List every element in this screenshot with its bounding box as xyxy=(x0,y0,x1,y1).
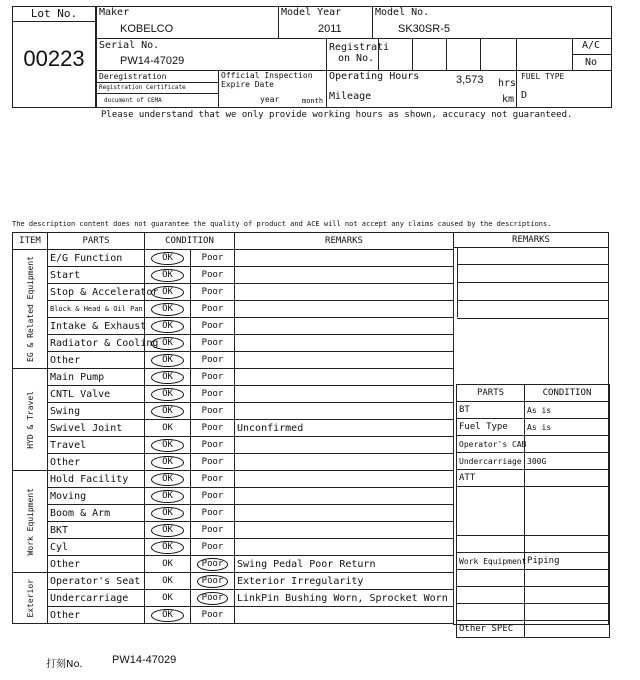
serial-value: PW14-47029 xyxy=(120,55,185,67)
right-part-name: Undercarriage xyxy=(457,453,525,470)
remark-cell xyxy=(235,318,454,335)
remark-cell xyxy=(235,250,454,267)
ok-circled: OK xyxy=(151,320,184,333)
dereg-label: Deregistration xyxy=(99,72,167,81)
ok-cell xyxy=(145,437,191,454)
ok-option: OK xyxy=(162,559,173,569)
hours-notice: Please understand that we only provide working hours as shown, accuracy not guaranteed. xyxy=(101,110,573,120)
ok-circled: OK xyxy=(151,371,184,384)
poor-cell xyxy=(191,556,235,573)
poor-cell xyxy=(191,403,235,420)
table-row xyxy=(13,284,454,301)
poor-cell xyxy=(191,488,235,505)
mileage-label: Mileage xyxy=(329,91,372,102)
stamp-value: PW14-47029 xyxy=(112,654,177,666)
part-name: Moving xyxy=(48,488,145,505)
table-row xyxy=(13,505,454,522)
item-group-label: Work Equipment xyxy=(13,471,48,573)
right-part-condition xyxy=(525,470,610,487)
right-part-name: ATT xyxy=(457,470,525,487)
poor-option: Poor xyxy=(201,372,224,382)
part-name: CNTL Valve xyxy=(48,386,145,403)
poor-cell xyxy=(191,539,235,556)
ok-circled: OK xyxy=(151,439,184,452)
poor-option: Poor xyxy=(201,304,224,314)
remark-cell xyxy=(235,437,454,454)
table-row xyxy=(13,522,454,539)
poor-cell xyxy=(191,369,235,386)
right-parts-row xyxy=(457,419,610,436)
ok-circled: OK xyxy=(151,541,184,554)
poor-option: Poor xyxy=(201,389,224,399)
part-name: Intake & Exhaust xyxy=(48,318,145,335)
op-hours-label: Operating Hours xyxy=(329,71,420,82)
table-row xyxy=(13,437,454,454)
ok-circled: OK xyxy=(151,337,184,350)
poor-cell xyxy=(191,335,235,352)
right-part-name: Operator's CAB xyxy=(457,436,525,453)
model-no-label: Model No. xyxy=(375,7,430,18)
right-parts-row xyxy=(457,453,610,470)
poor-option: Poor xyxy=(201,610,224,620)
right-condition-header: CONDITION xyxy=(525,385,610,402)
parts-header: PARTS xyxy=(48,233,145,250)
ok-circled: OK xyxy=(151,303,184,316)
table-row xyxy=(13,318,454,335)
inspection-label-2: Expire Date xyxy=(221,80,274,89)
ok-circled: OK xyxy=(151,473,184,486)
model-year-value: 2011 xyxy=(318,23,342,35)
hrs-unit: hrs xyxy=(498,78,517,89)
poor-option: Poor xyxy=(201,491,224,501)
ok-cell xyxy=(145,590,191,607)
ok-circled: OK xyxy=(151,269,184,282)
poor-cell xyxy=(191,607,235,624)
ok-circled: OK xyxy=(151,524,184,537)
poor-cell xyxy=(191,454,235,471)
part-name: Other xyxy=(48,352,145,369)
condition-header: CONDITION xyxy=(145,233,235,250)
ok-circled: OK xyxy=(151,507,184,520)
poor-cell xyxy=(191,267,235,284)
part-name: Travel xyxy=(48,437,145,454)
table-row xyxy=(13,369,454,386)
table-row xyxy=(13,539,454,556)
remark-cell xyxy=(235,267,454,284)
ok-circled: OK xyxy=(151,354,184,367)
km-unit: km xyxy=(502,94,515,105)
remarks-header: REMARKS xyxy=(235,233,454,250)
right-part-condition: 300G xyxy=(525,453,610,470)
ok-circled: OK xyxy=(151,609,184,622)
remark-cell xyxy=(235,454,454,471)
ok-cell xyxy=(145,573,191,590)
ok-option: OK xyxy=(162,576,173,586)
ok-circled: OK xyxy=(151,490,184,503)
ok-circled: OK xyxy=(151,252,184,265)
table-row xyxy=(13,267,454,284)
ok-cell xyxy=(145,420,191,437)
poor-option: Poor xyxy=(201,508,224,518)
table-row xyxy=(13,607,454,624)
model-year-label: Model Year xyxy=(281,7,342,18)
ok-cell xyxy=(145,369,191,386)
maker-value: KOBELCO xyxy=(120,23,174,35)
remark-cell xyxy=(235,488,454,505)
part-name: Undercarriage xyxy=(48,590,145,607)
inspection-label: Official Inspection xyxy=(221,71,313,80)
ok-circled: OK xyxy=(151,456,184,469)
poor-cell xyxy=(191,250,235,267)
poor-cell xyxy=(191,352,235,369)
table-row xyxy=(13,488,454,505)
right-part-name: Fuel Type xyxy=(457,419,525,436)
poor-option: Poor xyxy=(201,542,224,552)
stamp-label: 打刻No. xyxy=(46,659,83,670)
remark-cell xyxy=(235,539,454,556)
part-name: Swing xyxy=(48,403,145,420)
poor-circled: Poor xyxy=(197,558,229,571)
lot-number: 00223 xyxy=(23,46,85,71)
poor-cell xyxy=(191,386,235,403)
table-row xyxy=(13,335,454,352)
model-no-value: SK30SR-5 xyxy=(398,23,450,35)
right-parts-header: PARTS xyxy=(457,385,525,402)
ok-cell xyxy=(145,556,191,573)
ok-circled: OK xyxy=(151,286,184,299)
ac-value: No xyxy=(585,57,598,68)
right-parts-table xyxy=(456,384,610,638)
ok-cell xyxy=(145,352,191,369)
table-row xyxy=(13,352,454,369)
disclaimer: The description content does not guarantee the quality of product and ACE will not accept any claims caused by the descriptions. xyxy=(12,220,552,228)
right-parts-row xyxy=(457,436,610,453)
registration-label-2: on No. xyxy=(338,53,375,64)
poor-cell xyxy=(191,573,235,590)
poor-cell xyxy=(191,590,235,607)
table-row xyxy=(13,590,454,607)
item-group-label: Exterior xyxy=(13,573,48,624)
right-part-name: BT xyxy=(457,402,525,419)
ac-label: A/C xyxy=(582,40,601,51)
poor-option: Poor xyxy=(201,406,224,416)
right-part-condition xyxy=(525,436,610,453)
right-remarks-header: REMARKS xyxy=(453,232,609,248)
remark-cell xyxy=(235,607,454,624)
right-parts-row xyxy=(457,402,610,419)
part-name: Other xyxy=(48,454,145,471)
registration-label: Registrati xyxy=(329,42,390,53)
part-name: Stop & Accelerator xyxy=(48,284,145,301)
ok-circled: OK xyxy=(151,388,184,401)
part-name: Other xyxy=(48,556,145,573)
part-name: Main Pump xyxy=(48,369,145,386)
poor-option: Poor xyxy=(201,355,224,365)
poor-option: Poor xyxy=(201,270,224,280)
op-hours-value: 3,573 xyxy=(456,74,484,86)
poor-cell xyxy=(191,522,235,539)
poor-option: Poor xyxy=(201,321,224,331)
remark-cell: Exterior Irregularity xyxy=(235,573,454,590)
poor-option: Poor xyxy=(201,525,224,535)
ok-cell xyxy=(145,471,191,488)
right-parts-row xyxy=(457,470,610,487)
work-equipment-value: Piping xyxy=(525,553,610,570)
fuel-type-label: FUEL TYPE xyxy=(521,72,565,81)
dereg-doc: document of CEMA xyxy=(104,97,162,104)
table-row xyxy=(13,556,454,573)
part-name: Operator's Seat xyxy=(48,573,145,590)
maker-label: Maker xyxy=(99,7,130,18)
year-label: year xyxy=(260,95,280,104)
item-group-label: EG & Related Equipment xyxy=(13,250,48,369)
part-name: Start xyxy=(48,267,145,284)
table-row xyxy=(13,573,454,590)
remark-cell: Swing Pedal Poor Return xyxy=(235,556,454,573)
poor-cell xyxy=(191,318,235,335)
ok-cell xyxy=(145,301,191,318)
fuel-type-value: D xyxy=(521,90,528,101)
ok-cell xyxy=(145,335,191,352)
remark-cell xyxy=(235,403,454,420)
ok-cell xyxy=(145,454,191,471)
poor-circled: Poor xyxy=(197,592,229,605)
table-row xyxy=(13,250,454,267)
ok-cell xyxy=(145,488,191,505)
poor-option: Poor xyxy=(201,474,224,484)
remark-cell xyxy=(235,369,454,386)
table-row xyxy=(13,403,454,420)
remark-cell xyxy=(235,505,454,522)
remark-cell xyxy=(235,335,454,352)
poor-option: Poor xyxy=(201,423,224,433)
part-name: Block & Head & Oil Pan xyxy=(48,301,145,318)
ok-cell xyxy=(145,607,191,624)
condition-table xyxy=(12,232,454,624)
table-row xyxy=(13,386,454,403)
part-name: E/G Function xyxy=(48,250,145,267)
ok-cell xyxy=(145,284,191,301)
ok-cell xyxy=(145,505,191,522)
table-row xyxy=(13,454,454,471)
remark-cell xyxy=(235,284,454,301)
work-equipment-label: Work Equipment xyxy=(457,553,525,570)
item-group-label: HYD & Travel xyxy=(13,369,48,471)
poor-cell xyxy=(191,301,235,318)
part-name: Hold Facility xyxy=(48,471,145,488)
poor-option: Poor xyxy=(201,287,224,297)
ok-cell xyxy=(145,386,191,403)
poor-cell xyxy=(191,505,235,522)
part-name: Swivel Joint xyxy=(48,420,145,437)
poor-option: Poor xyxy=(201,440,224,450)
table-row xyxy=(13,420,454,437)
part-name: Cyl xyxy=(48,539,145,556)
poor-option: Poor xyxy=(201,338,224,348)
poor-option: Poor xyxy=(201,253,224,263)
remark-cell xyxy=(235,352,454,369)
right-part-condition: As is xyxy=(525,402,610,419)
remark-cell xyxy=(235,471,454,488)
remark-cell: LinkPin Bushing Worn, Sprocket Worn xyxy=(235,590,454,607)
item-header: ITEM xyxy=(13,233,48,250)
remark-cell xyxy=(235,522,454,539)
right-part-condition: As is xyxy=(525,419,610,436)
ok-option: OK xyxy=(162,423,173,433)
part-name: Radiator & Cooling xyxy=(48,335,145,352)
poor-circled: Poor xyxy=(197,575,229,588)
ok-cell xyxy=(145,318,191,335)
dereg-cert: Registration Certificate xyxy=(99,84,186,91)
month-label: month xyxy=(302,97,324,105)
serial-label: Serial No. xyxy=(99,40,160,51)
part-name: Other xyxy=(48,607,145,624)
table-row xyxy=(13,301,454,318)
ok-cell xyxy=(145,539,191,556)
part-name: Boom & Arm xyxy=(48,505,145,522)
poor-cell xyxy=(191,420,235,437)
ok-option: OK xyxy=(162,593,173,603)
table-row xyxy=(13,471,454,488)
remark-cell: Unconfirmed xyxy=(235,420,454,437)
poor-cell xyxy=(191,284,235,301)
ok-circled: OK xyxy=(151,405,184,418)
ok-cell xyxy=(145,250,191,267)
remark-cell xyxy=(235,386,454,403)
remark-cell xyxy=(235,301,454,318)
part-name: BKT xyxy=(48,522,145,539)
poor-option: Poor xyxy=(201,457,224,467)
poor-cell xyxy=(191,437,235,454)
right-remarks-lines xyxy=(457,248,609,317)
poor-cell xyxy=(191,471,235,488)
ok-cell xyxy=(145,522,191,539)
other-spec-label: Other SPEC xyxy=(457,621,525,638)
ok-cell xyxy=(145,403,191,420)
ok-cell xyxy=(145,267,191,284)
lot-label: Lot No. xyxy=(12,6,96,22)
